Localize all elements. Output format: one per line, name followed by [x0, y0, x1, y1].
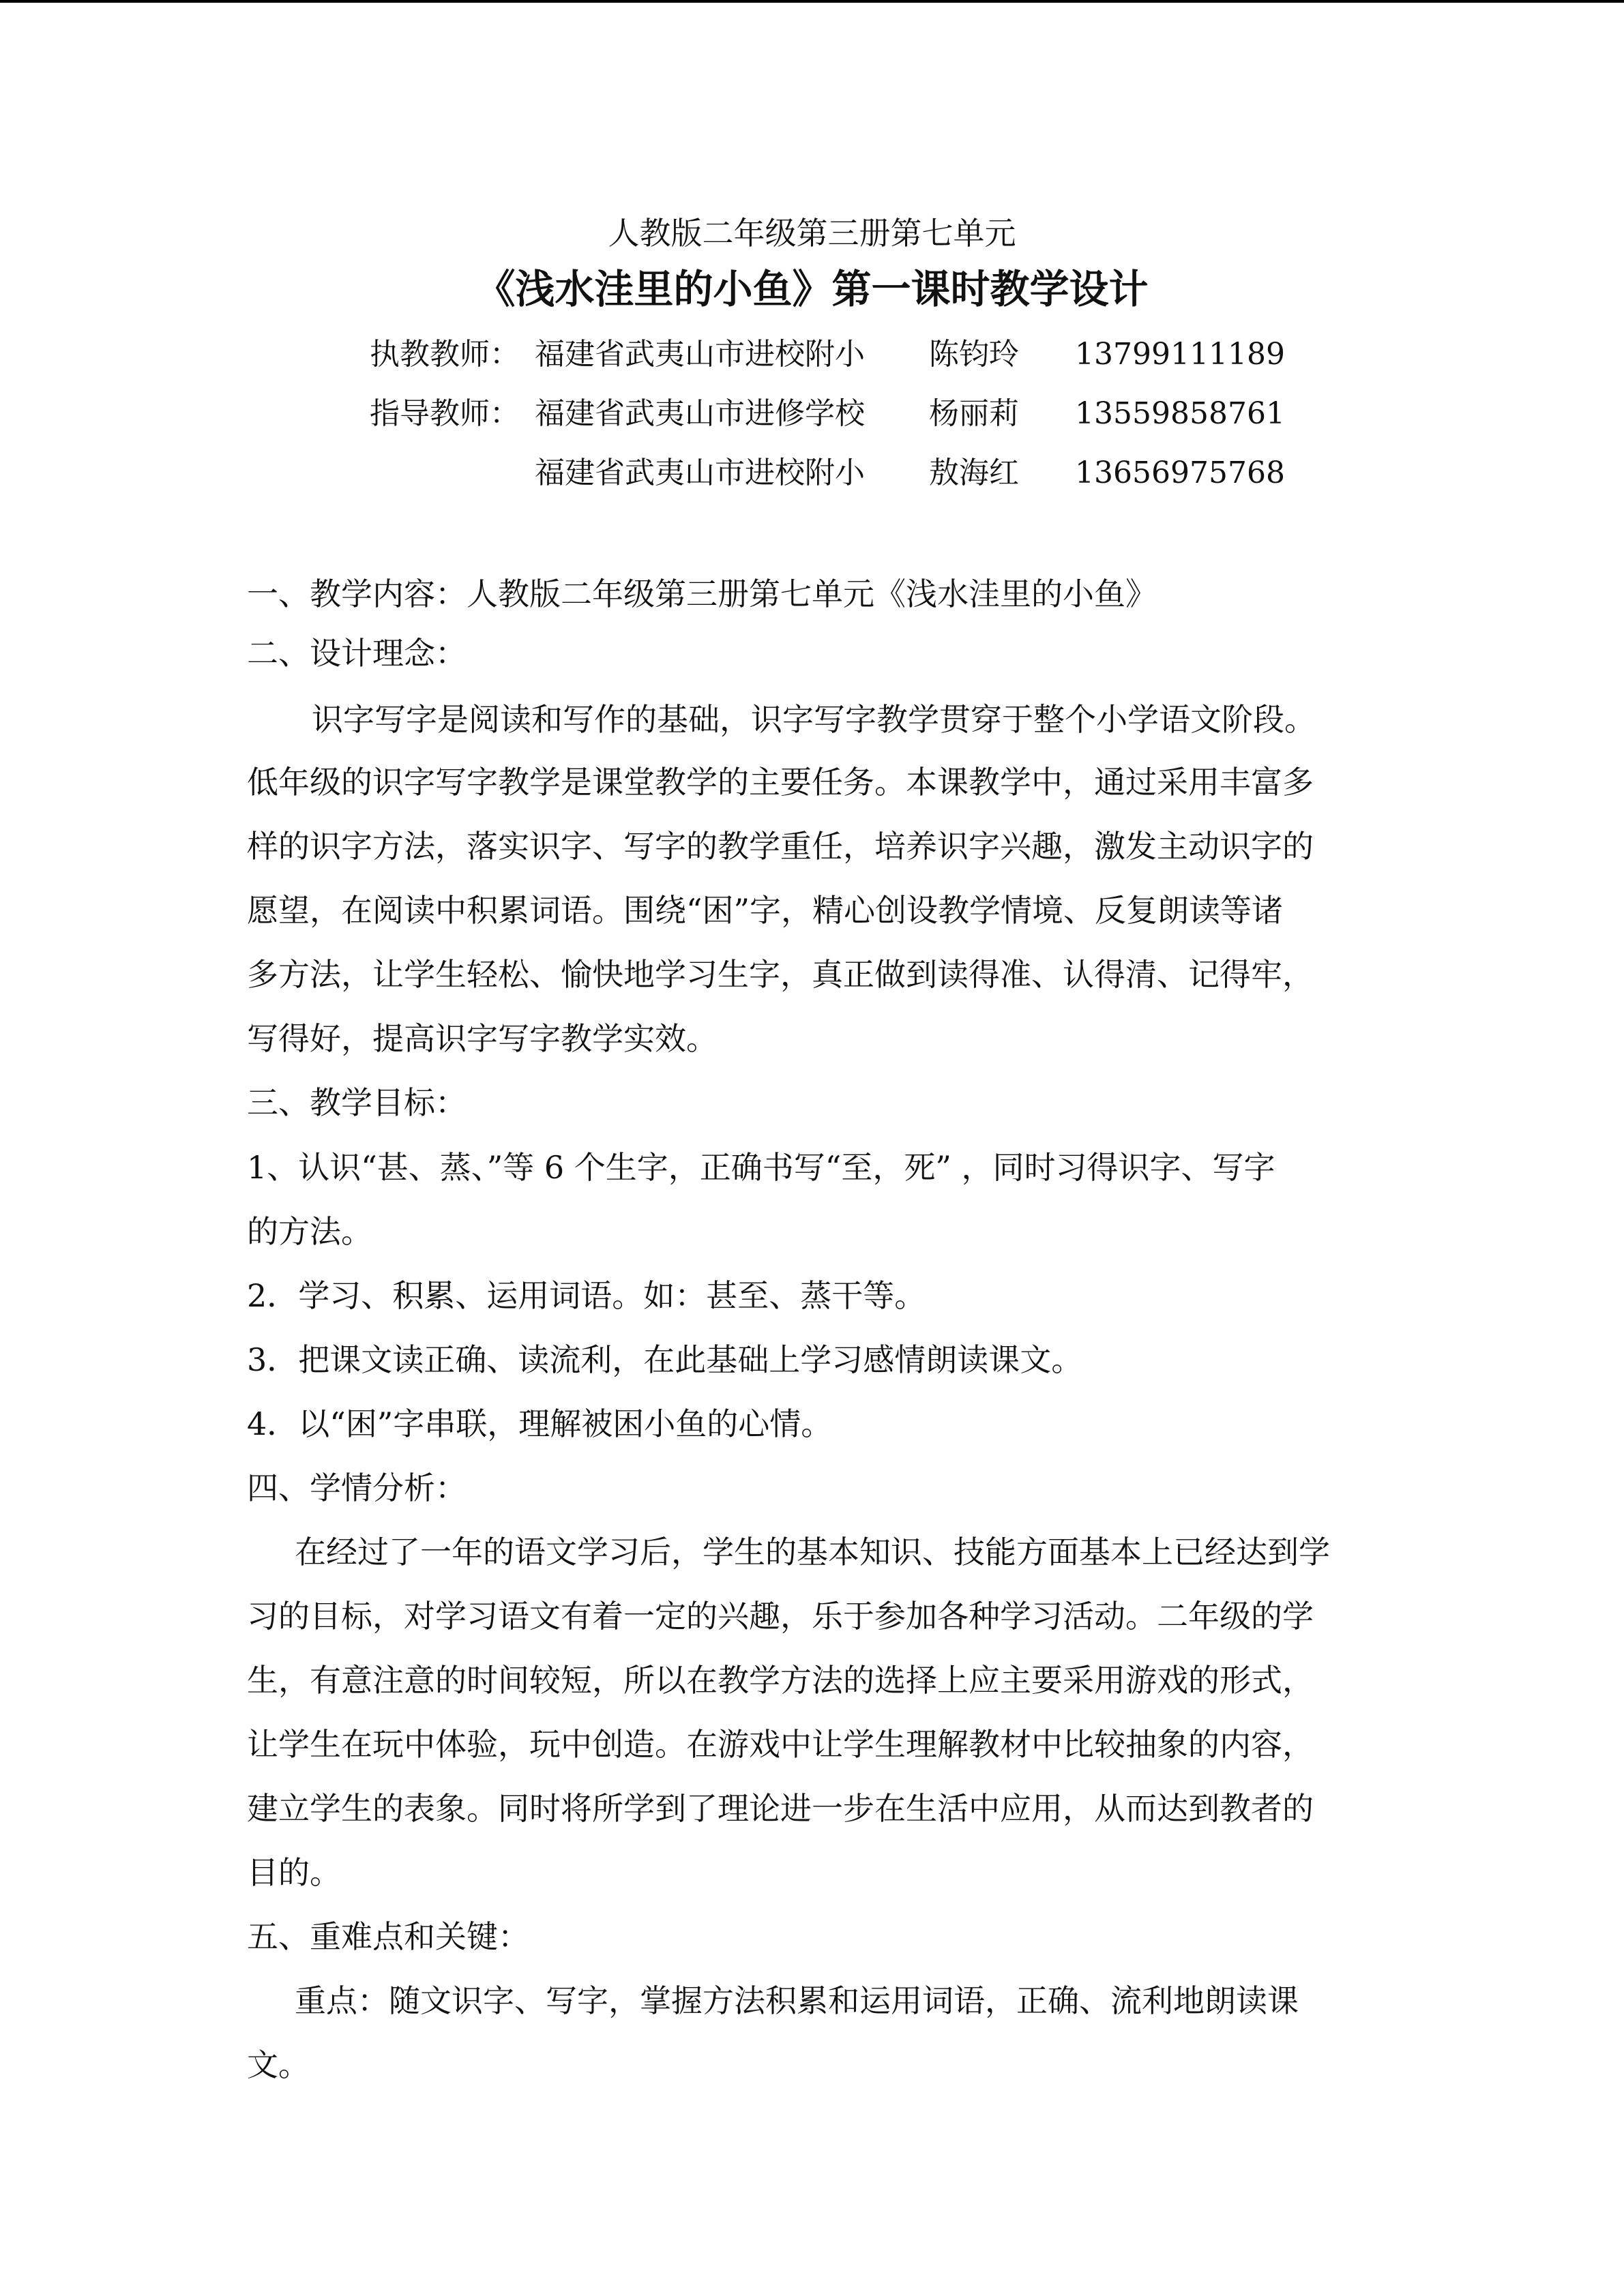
- section-4-heading: 四、学情分析：: [247, 1470, 467, 1506]
- paragraph-line: 识字写字是阅读和写作的基础，识字写字教学贯穿于整个小学语文阶段。: [312, 701, 1316, 738]
- paragraph-line: 让学生在玩中体验，玩中创造。在游戏中让学生理解教材中比较抽象的内容，: [247, 1726, 1314, 1763]
- guide-teacher-label: 指导教师：: [370, 396, 520, 431]
- paragraph-line: 样的识字方法，落实识字、写字的教学重任，培养识字兴趣，激发主动识字的: [247, 828, 1314, 865]
- section-3-heading: 三、教学目标：: [247, 1084, 467, 1121]
- guide-teacher-phone-1: 13559858761: [1075, 396, 1285, 431]
- page-top-border: [0, 0, 1624, 3]
- paragraph-line: 愿望，在阅读中积累词语。围绕“困”字，精心创设教学情境、反复朗读等诸: [247, 892, 1284, 929]
- paragraph-line: 重点：随文识字、写字，掌握方法积累和运用词语，正确、流利地朗读课: [295, 1982, 1299, 2019]
- paragraph-line: 多方法，让学生轻松、愉快地学习生字，真正做到读得准、认得清、记得牢，: [247, 956, 1314, 993]
- lead-teacher-label: 执教教师：: [370, 337, 520, 372]
- objective-1-continued: 的方法。: [247, 1213, 372, 1250]
- objective-2: 2．学习、积累、运用词语。如：甚至、蒸干等。: [247, 1277, 926, 1314]
- objective-3: 3．把课文读正确、读流利，在此基础上学习感情朗读课文。: [247, 1341, 1083, 1378]
- paragraph-line: 生，有意注意的时间较短，所以在教学方法的选择上应主要采用游戏的形式，: [247, 1662, 1314, 1699]
- paragraph-line: 写得好，提高识字写字教学实效。: [247, 1020, 718, 1057]
- lead-teacher-phone: 13799111189: [1075, 337, 1285, 372]
- objective-1: 1、认识“甚、蒸、”等 6 个生字，正确书写“至，死” ，同时习得识字、写字: [247, 1149, 1275, 1186]
- paragraph-line: 习的目标，对学习语文有着一定的兴趣，乐于参加各种学习活动。二年级的学: [247, 1598, 1314, 1635]
- guide-teacher-name-1: 杨丽莉: [929, 396, 1019, 431]
- lead-teacher-name: 陈钧玲: [929, 337, 1019, 372]
- paragraph-line: 建立学生的表象。同时将所学到了理论进一步在生活中应用，从而达到教者的: [247, 1790, 1314, 1827]
- guide-teacher-phone-2: 13656975768: [1075, 456, 1285, 490]
- lead-teacher-school: 福建省武夷山市进校附小: [535, 337, 865, 372]
- guide-teacher-name-2: 敖海红: [929, 456, 1019, 490]
- section-5-heading: 五、重难点和关键：: [247, 1918, 529, 1955]
- paragraph-line: 在经过了一年的语文学习后，学生的基本知识、技能方面基本上已经达到学: [295, 1534, 1330, 1570]
- paragraph-line: 低年级的识字写字教学是课堂教学的主要任务。本课教学中，通过采用丰富多: [247, 764, 1314, 801]
- section-2-heading: 二、设计理念：: [247, 635, 467, 672]
- document-title: 《浅水洼里的小鱼》第一课时教学设计: [475, 266, 1149, 312]
- guide-teacher-school-2: 福建省武夷山市进校附小: [535, 456, 865, 490]
- header-subtitle: 人教版二年级第三册第七单元: [608, 215, 1016, 252]
- objective-4: 4．以“困”字串联，理解被困小鱼的心情。: [247, 1405, 833, 1442]
- paragraph-line: 文。: [247, 2046, 310, 2083]
- guide-teacher-school-1: 福建省武夷山市进修学校: [535, 396, 865, 431]
- section-1-content: 一、教学内容：人教版二年级第三册第七单元《浅水洼里的小鱼》: [247, 576, 1157, 612]
- paragraph-line: 目的。: [247, 1854, 341, 1891]
